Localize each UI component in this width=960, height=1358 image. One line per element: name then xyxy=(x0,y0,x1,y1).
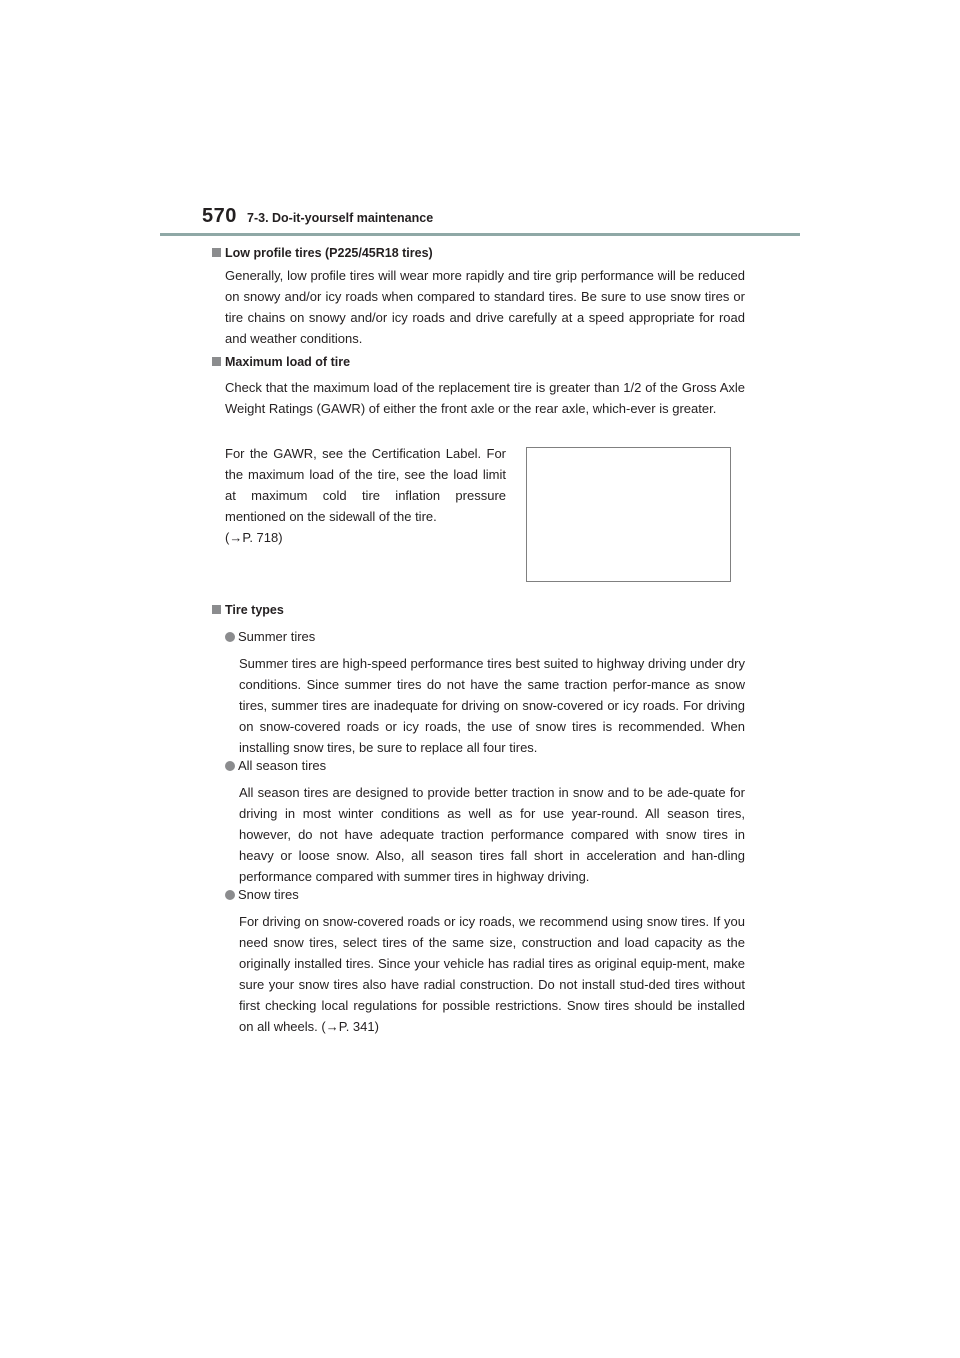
snow-tires-title: Snow tires xyxy=(225,887,299,902)
max-load-side-text: For the GAWR, see the Certification Label. For the maximum load of the tire, see the load limit at maximum cold tire inflation pressure mentioned on the sidewall of the tire. (→P. 718) xyxy=(225,446,506,545)
square-bullet-icon xyxy=(212,605,221,614)
round-bullet-icon xyxy=(225,632,235,642)
all-season-tires-title: All season tires xyxy=(225,758,326,773)
snow-tires-body: For driving on snow-covered roads or icy roads, we recommend using snow tires. If you need snow tires, select tires of the same size, construction and load capacity as the originally installed tires. Since your vehicle has radial tires as original equip-ment, make sure your snow tires also have radial construction. Do not install stud-ded tires without first checking local regulations for possible restrictions. Snow tires should be installed on all wheels. (→P. 341) xyxy=(239,914,745,1034)
certification-label-figure xyxy=(526,447,731,582)
heading-tire-types: Tire types xyxy=(212,603,284,617)
round-bullet-icon xyxy=(225,890,235,900)
square-bullet-icon xyxy=(212,248,221,257)
page-reference: (→P. 718) xyxy=(225,530,283,545)
max-load-body: Check that the maximum load of the replacement tire is greater than 1/2 of the Gross Axle Weight Ratings (GAWR) of either the front axle or the rear axle, which-ever is greater. xyxy=(225,380,745,416)
page-number: 570 xyxy=(202,205,237,227)
low-profile-body: Generally, low profile tires will wear more rapidly and tire grip performance will be reduced on snowy and/or icy roads when compared to standard tires. Be sure to use snow tires or tire chains on snowy and/or icy roads and drive carefully at a speed appropriate for road and weather conditions. xyxy=(225,268,745,346)
all-season-tires-body: All season tires are designed to provide better traction in snow and to be ade-quate for driving in most winter conditions as well as for use year-round. All season tires, however, do not have adequate traction performance compared with snow tires in heavy or loose snow. Also, all season tires fall short in acceleration and han-dling performance compared with summer tires in highway driving. xyxy=(239,785,745,884)
heading-max-load: Maximum load of tire xyxy=(212,355,350,369)
round-bullet-icon xyxy=(225,761,235,771)
summer-tires-title: Summer tires xyxy=(225,629,315,644)
summer-tires-body: Summer tires are high-speed performance tires best suited to highway driving under dry conditions. Since summer tires do not have the same traction perfor-mance as snow tires, summer tires are inadequate for driving on snow-covered or icy roads. For driving on snow-covered roads or icy roads, the use of snow tires is recommended. When installing snow tires, be sure to replace all four tires. xyxy=(239,656,745,755)
square-bullet-icon xyxy=(212,357,221,366)
section-title: 7-3. Do-it-yourself maintenance xyxy=(247,211,434,225)
heading-low-profile: Low profile tires (P225/45R18 tires) xyxy=(212,246,433,260)
header-rule xyxy=(160,233,800,236)
